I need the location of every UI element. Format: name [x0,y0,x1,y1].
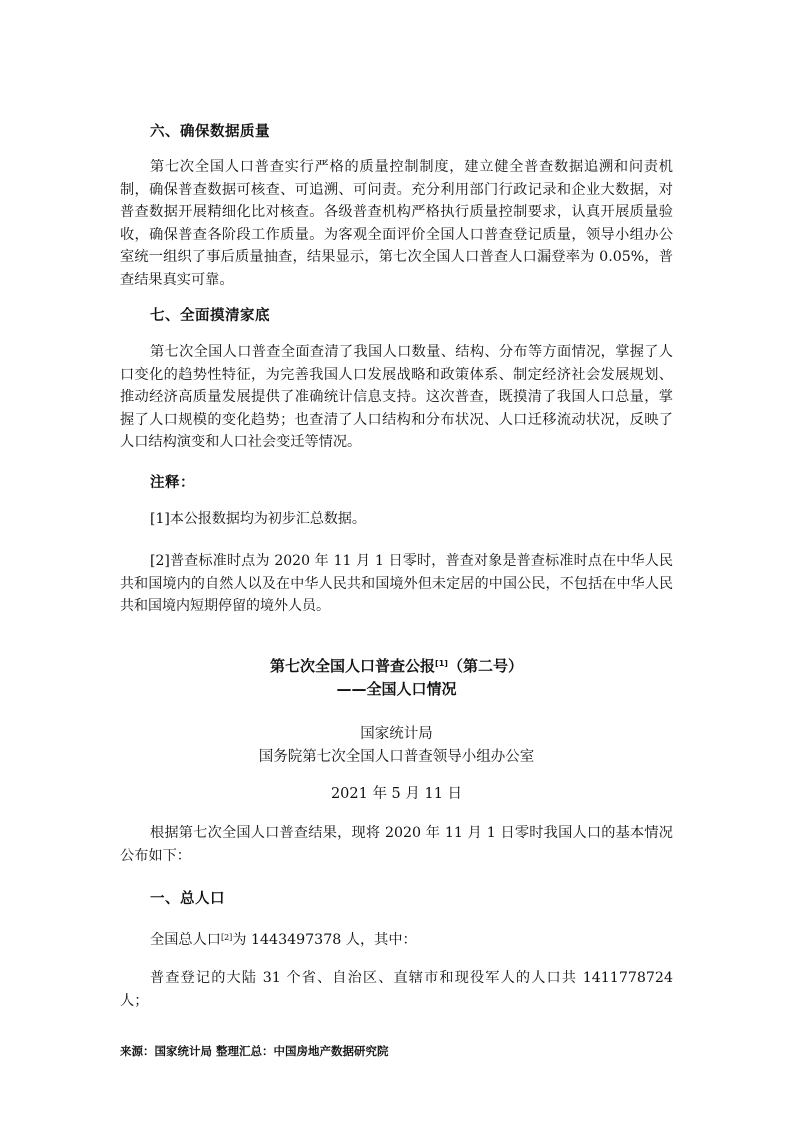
document-page [120,0,673,1122]
note-1: [1]本公报数据均为初步汇总数据。 [150,511,366,527]
notes-heading: 注释： [150,475,195,491]
mainland-population-paragraph: 普查登记的大陆 31 个省、自治区、直辖市和现役军人的人口共 1411778724 人； [120,970,673,1009]
bulletin-subtitle: ——全国人口情况 [336,680,457,698]
total-population-prefix: 全国总人口 [150,932,221,948]
bulletin-title-main: 第七次全国人口普查公报 [270,657,436,675]
total-population-suffix: 为 1443497378 人，其中： [232,932,417,948]
section-7-paragraph: 第七次全国人口普查全面查清了我国人口数量、结构、分布等方面情况，掌握了人口变化的趋势性特征，为完善我国人口发展战略和政策体系、制定经济社会发展规划、推动经济高质量发展提供了准确统计信息支持。这次普查，既摸清了我国人口总量，掌握了人口规模的变化趋势；也查清了人口结构和分布状况、人口迁移流动状况，反映了人口结构演变和人口社会变迁等情况。 [120,344,673,451]
section-6-heading: 六、确保数据质量 [150,124,270,140]
section-6-paragraph: 第七次全国人口普查实行严格的质量控制制度，建立健全普查数据追溯和问责机制，确保普查数据可核查、可追溯、可问责。充分利用部门行政记录和企业大数据，对普查数据开展精细化比对核查。各级普查机构严格执行质量控制要求，认真开展质量验收，确保普查各阶段工作质量。为客观全面评价全国人口普查登记质量，领导小组办公室统一组织了事后质量抽查，结果显示，第七次全国人口普查人口漏登率为 0.05%，普查结果真实可靠。 [120,159,673,288]
issuer-bureau: 国家统计局 [360,726,433,742]
total-population-footnote-ref: [2] [220,933,233,942]
bulletin-title-suffix: （第二号） [447,657,523,675]
note-2: [2]普查标准时点为 2020 年 11 月 1 日零时，普查对象是普查标准时点在中华人民共和国境内的自然人以及在中华人民共和国境外但未定居的中国公民，不包括在中华人民共和国境内短期停留的境外人员。 [120,553,673,615]
source-footer: 来源：国家统计局 整理汇总：中国房地产数据研究院 [120,1044,389,1058]
issuer-office: 国务院第七次全国人口普查领导小组办公室 [258,749,535,765]
section-7-heading: 七、全面摸清家底 [150,308,270,324]
intro-paragraph: 根据第七次全国人口普查结果，现将 2020 年 11 月 1 日零时我国人口的基本情况公布如下： [120,825,673,864]
bulletin-title [120,655,673,677]
total-population-paragraph [120,929,673,952]
section-1-heading: 一、总人口 [150,891,225,907]
bulletin-title-footnote-ref: [1] [435,659,448,668]
bulletin-date: 2021 年 5 月 11 日 [330,786,463,802]
